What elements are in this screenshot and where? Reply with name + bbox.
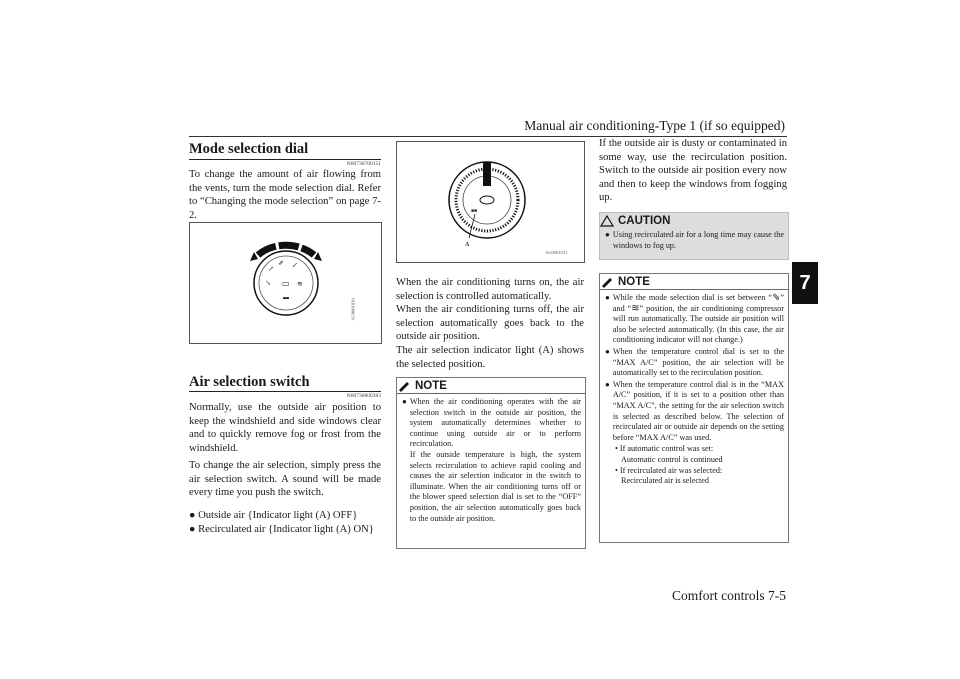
note-header bbox=[600, 274, 788, 290]
note-text: When the temperature control dial is set to the “MAX A/C” position, the air selection will be automatically set to the recirculation position. bbox=[612, 346, 784, 378]
caution-box bbox=[599, 212, 789, 260]
air-selection-heading: Air selection switch bbox=[189, 374, 310, 390]
note-text-part: While the mode selection dial is set between “ bbox=[612, 293, 772, 302]
note-label: NOTE bbox=[618, 275, 650, 288]
sub-item-result: Automatic control is continued bbox=[621, 454, 723, 464]
svg-text:▭: ▭ bbox=[282, 279, 290, 288]
pencil-icon bbox=[600, 276, 614, 288]
sub-item bbox=[605, 444, 784, 486]
figure-code: AG0001020 bbox=[350, 298, 356, 321]
note-content bbox=[397, 394, 585, 524]
air-selection-text-2: To change the air selection, simply press the air selection switch. A sound will be made every time you push the switch. bbox=[189, 460, 381, 499]
list-item: ● Recirculated air {Indicator light (A) ON} bbox=[189, 523, 374, 535]
air-mode-list bbox=[189, 509, 381, 536]
list-item: ● When the temperature control dial is in the “MAX A/C” position, if it is set to a position other than “MAX A/C”, the setting for the air selection switch is selected as described below. The selection of recirculated air or outside air depends on the setting before “MAX A/C” was used. bbox=[605, 379, 784, 442]
sub-item-condition: • If recirculated air was selected: bbox=[615, 465, 723, 475]
note-header bbox=[397, 378, 585, 394]
chapter-tab: 7 bbox=[792, 262, 818, 304]
running-header: Manual air conditioning-Type 1 (if so equipped) bbox=[524, 118, 785, 133]
heading-rule bbox=[189, 159, 381, 160]
section-code: N00736800383 bbox=[346, 393, 381, 399]
heading-rule bbox=[189, 391, 381, 392]
caution-header bbox=[600, 213, 788, 228]
list-item: ● When the temperature control dial is set to the “MAX A/C” position, the air selection will be automatically set to the recirculation position. bbox=[605, 346, 784, 378]
svg-text:↙: ↙ bbox=[292, 261, 298, 269]
list-item-text: Outside air {Indicator light (A) OFF} bbox=[198, 510, 358, 521]
note-text-part: ” and “ bbox=[612, 293, 784, 313]
note-text-part: ” position, the air conditioning compressor will run automatically. The outside air position will also be selected automatically. (In this case, the air conditioning indicator will not change.) bbox=[612, 303, 784, 345]
warning-triangle-icon bbox=[600, 215, 614, 227]
mode-selection-heading: Mode selection dial bbox=[189, 141, 309, 157]
svg-text:■■: ■■ bbox=[471, 209, 478, 214]
svg-text:↗: ↗ bbox=[268, 265, 274, 273]
note-box bbox=[396, 377, 586, 549]
caution-content bbox=[600, 228, 788, 251]
section-code: N00736700151 bbox=[346, 161, 381, 167]
figure-code: AG0001031 bbox=[545, 250, 568, 255]
sub-item-condition: • If automatic control was set: bbox=[615, 444, 714, 454]
recirculation-text: If the outside air is dusty or contaminated in some way, use the recirculation position. Switch to the outside air position every now and then to keep the windows from fogging up. bbox=[599, 138, 787, 204]
mode-dial-illustration bbox=[190, 223, 381, 343]
list-item: ● Using recirculated air for a long time may cause the windows to fog up. bbox=[605, 230, 784, 250]
svg-text:↘: ↘ bbox=[265, 279, 271, 287]
air-switch-figure bbox=[396, 141, 585, 263]
note-text: When the temperature control dial is in the “MAX A/C” position, if it is set to a position other than “MAX A/C”, the setting for the air selection switch is selected as described below. The selection of recirculated air or outside air depends on the setting before “MAX A/C” was used. bbox=[612, 379, 784, 442]
defrost-feet-icon: ⇘ bbox=[771, 292, 781, 303]
note-box bbox=[599, 273, 789, 543]
figure-callout-a: A bbox=[465, 242, 470, 248]
svg-text:≋: ≋ bbox=[297, 280, 303, 288]
caution-text: Using recirculated air for a long time may cause the windows to fog up. bbox=[612, 230, 784, 250]
mode-selection-text: To change the amount of air flowing from the vents, turn the mode selection dial. Refer to “Changing the mode selection” on page 7-2. bbox=[189, 169, 381, 221]
air-selection-explanation: When the air conditioning turns on, the air selection is controlled automatically. When the air conditioning turns off, the air selection automatically goes back to the outside air position. The air selection indicator light (A) shows the selected position. bbox=[396, 277, 584, 370]
defrost-icon: ≋ bbox=[631, 302, 640, 314]
list-item-text: Recirculated air {Indicator light (A) ON} bbox=[198, 523, 374, 535]
page-footer: Comfort controls 7-5 bbox=[672, 588, 786, 603]
svg-text:⇗: ⇗ bbox=[278, 259, 284, 267]
list-item: ● While the mode selection dial is set between “⇘” and “≋” position, the air conditioning compressor will run automatically. The outside air position will also be selected automatically. (In this case, the air conditioning indicator will not change.) bbox=[605, 292, 784, 345]
note-content bbox=[600, 290, 788, 487]
svg-text:▬: ▬ bbox=[283, 295, 289, 301]
list-item: ● Outside air {Indicator light (A) OFF} bbox=[189, 510, 358, 521]
caution-label: CAUTION bbox=[618, 214, 671, 227]
sub-item-result: Recirculated air is selected bbox=[621, 476, 709, 486]
note-text bbox=[613, 293, 784, 346]
air-selection-text-1: Normally, use the outside air position to keep the windshield and side windows clear and to quickly remove fog or frost from the windshield. bbox=[189, 402, 381, 454]
air-switch-illustration bbox=[397, 142, 584, 262]
note-label: NOTE bbox=[415, 379, 447, 392]
list-item: ● When the air conditioning operates with the air selection switch in the outside air position, the system automatically determines whether to continue using outside air or to perform recirculation. If the outside temperature is high, the system selects recirculation to achieve rapid cooling and causes the air selection indicator in the switch to illuminate. When the air conditioning turns off or the blower speed selection dial is set to the “OFF” position, the air selection automatically goes back to the outside air position. bbox=[402, 397, 581, 523]
note-text: When the air conditioning operates with the air selection switch in the outside air position, the system automatically determines whether to continue using outside air or to perform recirculation. If the outside temperature is high, the system selects recirculation to achieve rapid cooling and causes the air selection indicator in the switch to illuminate. When the air conditioning turns off or the blower speed selection dial is set to the “OFF” position, the air selection automatically goes back to the outside air position. bbox=[409, 397, 581, 523]
pencil-icon bbox=[397, 380, 411, 392]
mode-dial-figure bbox=[189, 222, 382, 344]
